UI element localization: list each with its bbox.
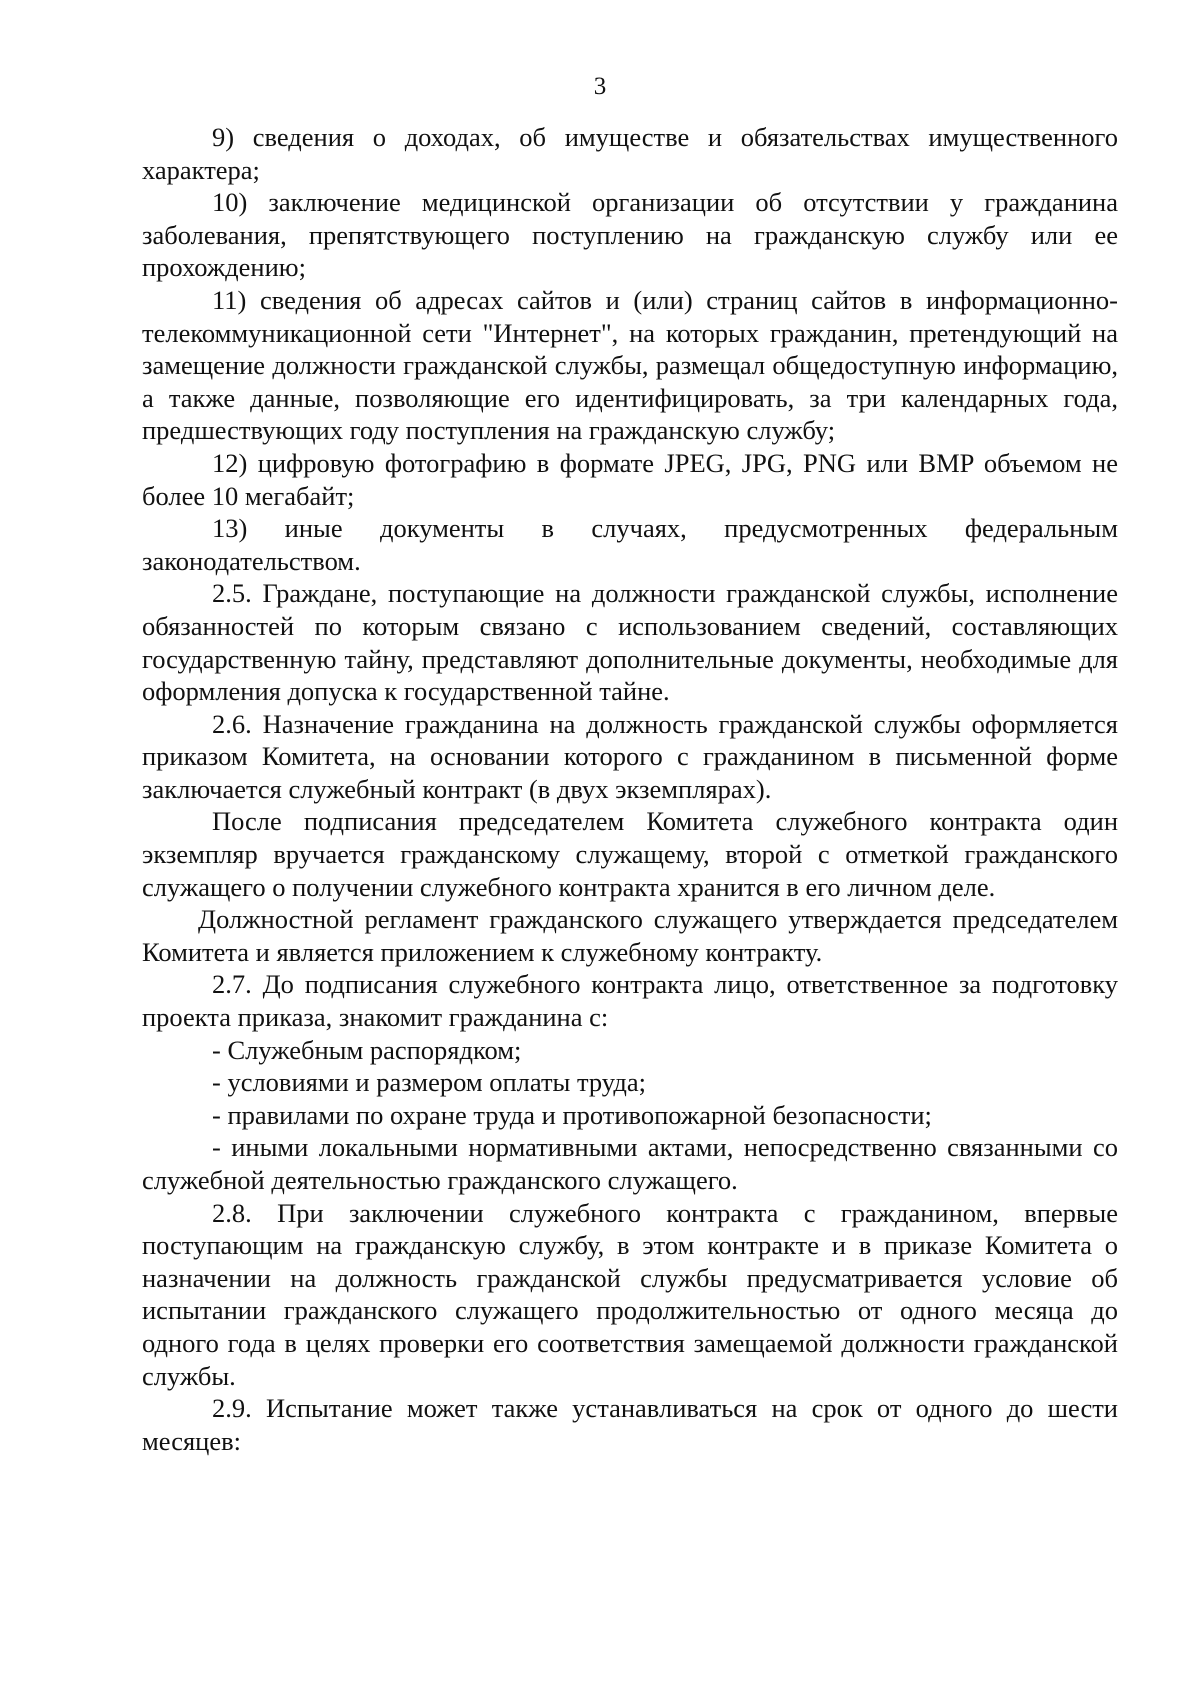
paragraph-job-regulation: Должностной регламент гражданского служащего утверждается председателем Комитета и является приложением к служебному контракту.	[142, 904, 1118, 967]
paragraph-2-9: 2.9. Испытание может также устанавливаться на срок от одного до шести месяцев:	[142, 1393, 1118, 1456]
page-number: 3	[593, 73, 607, 100]
paragraph-item-11: 11) сведения об адресах сайтов и (или) страниц сайтов в информационно-телекоммуникационной сети "Интернет", на которых гражданин, претендующий на замещение должности гражданской службы, размещал общедоступную информацию, а также данные, позволяющие его идентифицировать, за три календарных года, предшествующих году поступления на гражданскую службу;	[142, 284, 1118, 446]
paragraph-2-8: 2.8. При заключении служебного контракта с гражданином, впервые поступающим на гражданскую службу, в этом контракте и в приказе Комитета о назначении на должность гражданской службы предусматривается условие об испытании гражданского служащего продолжительностью от одного месяца до одного года в целях проверки его соответствия замещаемой должности гражданской службы.	[142, 1197, 1118, 1391]
list-item-service-schedule: - Служебным распорядком;	[212, 1034, 522, 1065]
paragraph-2-7: 2.7. До подписания служебного контракта лицо, ответственное за подготовку проекта приказа, знакомит гражданина с:	[142, 969, 1118, 1033]
list-item-local-acts: - иными локальными нормативными актами, непосредственно связанными со служебной деятельностью гражданского служащего.	[142, 1132, 1118, 1195]
paragraph-item-12: 12) цифровую фотографию в формате JPEG, JPG, PNG или BMP объемом не более 10 мегабайт;	[142, 447, 1118, 511]
paragraph-item-13: 13) иные документы в случаях, предусмотренных федеральным законодательством.	[142, 513, 1118, 576]
paragraph-2-6: 2.6. Назначение гражданина на должность гражданской службы оформляется приказом Комитета, на основании которого с гражданином в письменной форме заключается служебный контракт (в двух экземплярах).	[142, 708, 1118, 804]
paragraph-item-10: 10) заключение медицинской организации об отсутствии у гражданина заболевания, препятствующего поступлению на гражданскую службу или ее прохождению;	[142, 187, 1118, 283]
paragraph-2-5: 2.5. Граждане, поступающие на должности гражданской службы, исполнение обязанностей по которым связано с использованием сведений, составляющих государственную тайну, представляют дополнительные документы, необходимые для оформления допуска к государственной тайне.	[142, 578, 1118, 707]
paragraph-item-9: 9) сведения о доходах, об имуществе и обязательствах имущественного характера;	[142, 122, 1118, 185]
paragraph-contract-signing: После подписания председателем Комитета служебного контракта один экземпляр вручается гражданскому служащему, второй с отметкой гражданского служащего о получении служебного контракта хранится в его личном деле.	[142, 806, 1118, 902]
list-item-pay-conditions: - условиями и размером оплаты труда;	[212, 1067, 646, 1098]
document-body	[142, 121, 1118, 1457]
list-item-safety-rules: - правилами по охране труда и противопожарной безопасности;	[212, 1099, 932, 1130]
